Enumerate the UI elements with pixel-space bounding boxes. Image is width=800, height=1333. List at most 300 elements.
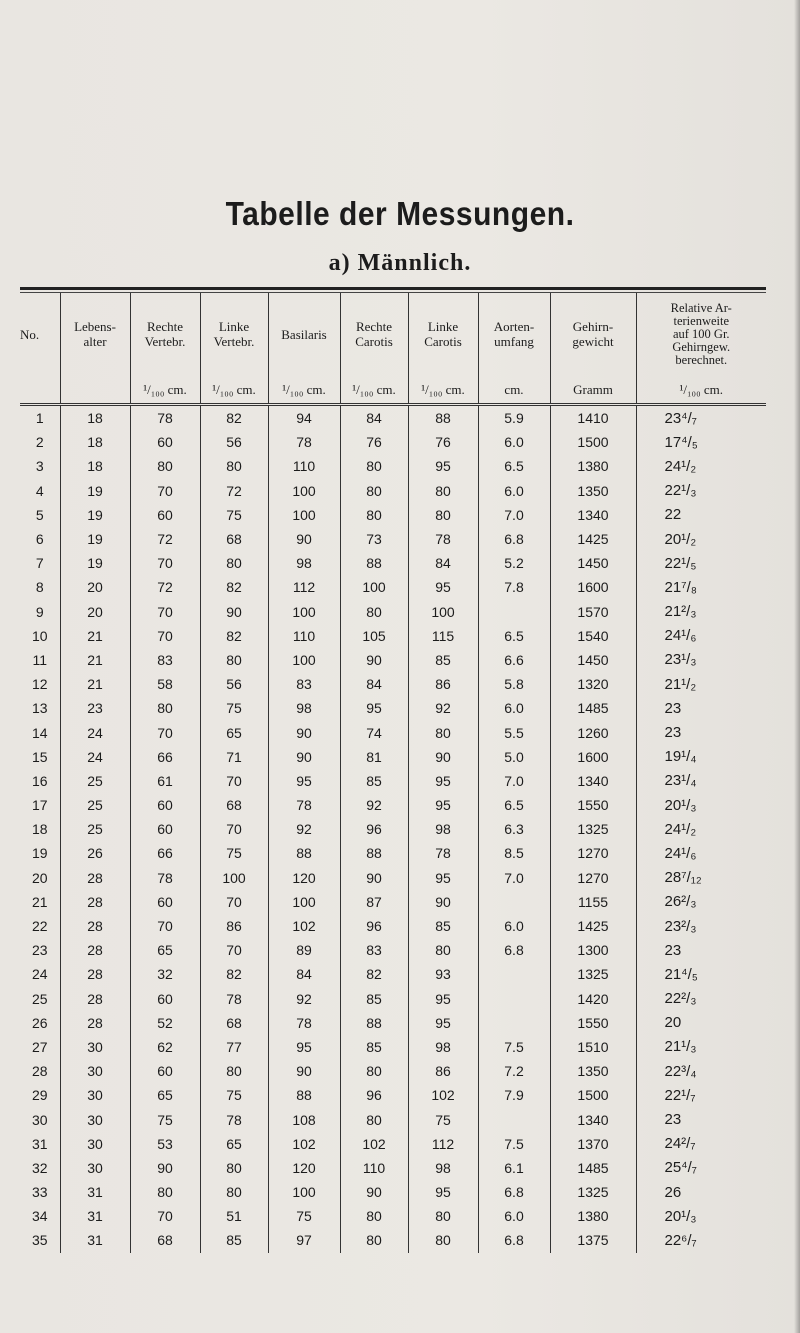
cell-rechte-carotis: 80 — [340, 454, 408, 478]
cell-gehirngewicht: 1570 — [550, 600, 636, 624]
table-row — [20, 1011, 766, 1035]
cell-rechte-carotis: 88 — [340, 841, 408, 865]
cell-no: 34 — [31, 1208, 48, 1225]
header-rechte-carotis: Rechte Carotis — [340, 293, 408, 375]
cell-relative-arterienweite: 20¹/₂ — [636, 527, 766, 551]
cell-linke-vertebr: 80 — [200, 551, 268, 575]
cell-basilaris: 98 — [268, 696, 340, 720]
cell-rechte-carotis: 84 — [340, 672, 408, 696]
cell-gehirngewicht: 1270 — [550, 866, 636, 890]
cell-relative-arterienweite: 21⁴/₅ — [636, 962, 766, 986]
cell-linke-carotis: 84 — [408, 551, 478, 575]
cell-no: 33 — [31, 1184, 48, 1201]
cell-lebensalter: 19 — [60, 551, 130, 575]
cell-aortenumfang: 5.9 — [478, 405, 550, 431]
cell-aortenumfang: 6.5 — [478, 624, 550, 648]
table-row — [20, 696, 766, 720]
cell-gehirngewicht: 1380 — [550, 454, 636, 478]
cell-rechte-carotis: 80 — [340, 1204, 408, 1228]
cell-relative-arterienweite: 23¹/₃ — [636, 648, 766, 672]
cell-rechte-carotis: 83 — [340, 938, 408, 962]
cell-rechte-carotis: 88 — [340, 1011, 408, 1035]
cell-basilaris: 78 — [268, 430, 340, 454]
cell-linke-vertebr: 75 — [200, 696, 268, 720]
cell-aortenumfang: 6.0 — [478, 1204, 550, 1228]
cell-lebensalter: 21 — [60, 672, 130, 696]
cell-linke-vertebr: 80 — [200, 454, 268, 478]
cell-relative-arterienweite: 20 — [636, 1011, 766, 1035]
cell-basilaris: 94 — [268, 405, 340, 431]
cell-relative-arterienweite: 23⁴/₇ — [636, 405, 766, 431]
cell-relative-arterienweite: 22⁶/₇ — [636, 1228, 766, 1252]
cell-linke-vertebr: 70 — [200, 890, 268, 914]
cell-rechte-carotis: 80 — [340, 1107, 408, 1131]
cell-rechte-carotis: 110 — [340, 1156, 408, 1180]
cell-gehirngewicht: 1260 — [550, 720, 636, 744]
cell-rechte-carotis: 90 — [340, 866, 408, 890]
cell-lebensalter: 31 — [60, 1180, 130, 1204]
cell-basilaris: 78 — [268, 1011, 340, 1035]
cell-aortenumfang: 6.8 — [478, 938, 550, 962]
unit-basilaris: ¹/₁₀₀ cm. — [268, 375, 340, 405]
cell-rechte-carotis: 80 — [340, 600, 408, 624]
cell-rechte-carotis: 90 — [340, 1180, 408, 1204]
cell-linke-vertebr: 86 — [200, 914, 268, 938]
cell-aortenumfang: 7.5 — [478, 1132, 550, 1156]
cell-linke-carotis: 112 — [408, 1132, 478, 1156]
cell-gehirngewicht: 1550 — [550, 793, 636, 817]
cell-gehirngewicht: 1425 — [550, 527, 636, 551]
cell-lebensalter: 28 — [60, 987, 130, 1011]
cell-gehirngewicht: 1375 — [550, 1228, 636, 1252]
table-row — [20, 1228, 766, 1252]
table-row — [20, 454, 766, 478]
cell-linke-vertebr: 56 — [200, 672, 268, 696]
cell-linke-vertebr: 80 — [200, 1156, 268, 1180]
cell-rechte-vertebr: 70 — [130, 551, 200, 575]
cell-gehirngewicht: 1155 — [550, 890, 636, 914]
cell-linke-carotis: 95 — [408, 769, 478, 793]
cell-no: 23 — [31, 942, 48, 959]
cell-rechte-vertebr: 60 — [130, 817, 200, 841]
cell-gehirngewicht: 1325 — [550, 1180, 636, 1204]
cell-rechte-carotis: 80 — [340, 479, 408, 503]
cell-linke-carotis: 98 — [408, 817, 478, 841]
cell-relative-arterienweite: 20¹/₃ — [636, 793, 766, 817]
cell-basilaris: 90 — [268, 1059, 340, 1083]
cell-lebensalter: 28 — [60, 938, 130, 962]
cell-lebensalter: 18 — [60, 454, 130, 478]
cell-aortenumfang: 6.3 — [478, 817, 550, 841]
cell-rechte-vertebr: 70 — [130, 624, 200, 648]
cell-aortenumfang: 6.0 — [478, 430, 550, 454]
cell-no: 22 — [31, 918, 48, 935]
cell-lebensalter: 30 — [60, 1107, 130, 1131]
cell-linke-carotis: 80 — [408, 503, 478, 527]
cell-lebensalter: 28 — [60, 962, 130, 986]
cell-rechte-vertebr: 52 — [130, 1011, 200, 1035]
cell-basilaris: 100 — [268, 1180, 340, 1204]
table-body — [20, 405, 766, 1253]
cell-linke-carotis: 95 — [408, 575, 478, 599]
cell-basilaris: 100 — [268, 890, 340, 914]
cell-linke-carotis: 95 — [408, 866, 478, 890]
cell-rechte-carotis: 100 — [340, 575, 408, 599]
table-row — [20, 527, 766, 551]
cell-no: 11 — [32, 651, 48, 668]
table-title: Tabelle der Messungen. — [225, 195, 575, 233]
cell-gehirngewicht: 1340 — [550, 1107, 636, 1131]
cell-no: 17 — [31, 797, 48, 814]
cell-rechte-vertebr: 70 — [130, 479, 200, 503]
cell-linke-vertebr: 72 — [200, 479, 268, 503]
table-row — [20, 745, 766, 769]
cell-rechte-vertebr: 68 — [130, 1228, 200, 1252]
cell-linke-carotis: 95 — [408, 1180, 478, 1204]
table-row — [20, 1132, 766, 1156]
cell-lebensalter: 25 — [60, 817, 130, 841]
cell-rechte-vertebr: 58 — [130, 672, 200, 696]
cell-no: 21 — [31, 893, 48, 910]
table-row — [20, 503, 766, 527]
cell-basilaris: 100 — [268, 479, 340, 503]
cell-lebensalter: 19 — [60, 503, 130, 527]
cell-basilaris: 102 — [268, 914, 340, 938]
cell-gehirngewicht: 1410 — [550, 405, 636, 431]
cell-linke-carotis: 80 — [408, 1204, 478, 1228]
cell-relative-arterienweite: 23 — [636, 938, 766, 962]
cell-rechte-vertebr: 60 — [130, 503, 200, 527]
table-row — [20, 866, 766, 890]
cell-linke-carotis: 78 — [408, 841, 478, 865]
cell-no: 9 — [35, 603, 44, 620]
header-lebensalter: Lebens- alter — [60, 293, 130, 375]
cell-rechte-vertebr: 66 — [130, 841, 200, 865]
cell-aortenumfang: 5.8 — [478, 672, 550, 696]
cell-lebensalter: 26 — [60, 841, 130, 865]
cell-rechte-vertebr: 60 — [130, 987, 200, 1011]
cell-gehirngewicht: 1340 — [550, 769, 636, 793]
table-row — [20, 648, 766, 672]
cell-linke-carotis: 86 — [408, 1059, 478, 1083]
cell-linke-carotis: 95 — [408, 987, 478, 1011]
cell-linke-vertebr: 82 — [200, 405, 268, 431]
cell-no: 19 — [31, 845, 48, 862]
cell-linke-carotis: 80 — [408, 720, 478, 744]
cell-relative-arterienweite: 23 — [636, 720, 766, 744]
cell-basilaris: 98 — [268, 551, 340, 575]
cell-gehirngewicht: 1450 — [550, 551, 636, 575]
cell-linke-carotis: 75 — [408, 1107, 478, 1131]
unit-no — [20, 375, 60, 405]
cell-no: 6 — [35, 531, 44, 548]
cell-linke-carotis: 85 — [408, 914, 478, 938]
cell-gehirngewicht: 1540 — [550, 624, 636, 648]
table-row — [20, 1035, 766, 1059]
cell-linke-vertebr: 68 — [200, 527, 268, 551]
table-row — [20, 841, 766, 865]
cell-basilaris: 100 — [268, 600, 340, 624]
header-basilaris: Basilaris — [268, 293, 340, 375]
cell-no: 28 — [31, 1063, 48, 1080]
table-row — [20, 600, 766, 624]
cell-linke-carotis: 100 — [408, 600, 478, 624]
cell-lebensalter: 30 — [60, 1132, 130, 1156]
cell-relative-arterienweite: 22¹/₅ — [636, 551, 766, 575]
table-row — [20, 962, 766, 986]
cell-no: 25 — [31, 990, 48, 1007]
cell-rechte-vertebr: 72 — [130, 575, 200, 599]
cell-lebensalter: 30 — [60, 1083, 130, 1107]
cell-lebensalter: 19 — [60, 479, 130, 503]
cell-relative-arterienweite: 21²/₃ — [636, 600, 766, 624]
cell-relative-arterienweite: 21¹/₂ — [636, 672, 766, 696]
cell-no: 13 — [31, 700, 48, 717]
table-row — [20, 1059, 766, 1083]
table-row — [20, 1204, 766, 1228]
cell-relative-arterienweite: 23¹/₄ — [636, 769, 766, 793]
cell-rechte-vertebr: 65 — [130, 1083, 200, 1107]
cell-relative-arterienweite: 21⁷/₈ — [636, 575, 766, 599]
cell-no: 26 — [31, 1014, 48, 1031]
cell-gehirngewicht: 1380 — [550, 1204, 636, 1228]
cell-relative-arterienweite: 24¹/₆ — [636, 841, 766, 865]
cell-aortenumfang: 6.0 — [478, 914, 550, 938]
table-row — [20, 405, 766, 431]
cell-rechte-carotis: 82 — [340, 962, 408, 986]
cell-relative-arterienweite: 22¹/₇ — [636, 1083, 766, 1107]
cell-basilaris: 75 — [268, 1204, 340, 1228]
cell-gehirngewicht: 1485 — [550, 1156, 636, 1180]
cell-basilaris: 110 — [268, 624, 340, 648]
cell-basilaris: 90 — [268, 720, 340, 744]
cell-basilaris: 83 — [268, 672, 340, 696]
cell-linke-carotis: 93 — [408, 962, 478, 986]
cell-rechte-vertebr: 65 — [130, 938, 200, 962]
cell-lebensalter: 20 — [60, 600, 130, 624]
cell-basilaris: 102 — [268, 1132, 340, 1156]
cell-rechte-vertebr: 60 — [130, 793, 200, 817]
cell-gehirngewicht: 1450 — [550, 648, 636, 672]
cell-rechte-carotis: 85 — [340, 987, 408, 1011]
cell-aortenumfang: 6.5 — [478, 793, 550, 817]
cell-linke-vertebr: 51 — [200, 1204, 268, 1228]
cell-aortenumfang: 5.0 — [478, 745, 550, 769]
unit-lebensalter — [60, 375, 130, 405]
cell-no: 29 — [31, 1087, 48, 1104]
unit-linke-vertebr: ¹/₁₀₀ cm. — [200, 375, 268, 405]
cell-no: 12 — [31, 676, 48, 693]
table-row — [20, 793, 766, 817]
cell-aortenumfang: 7.9 — [478, 1083, 550, 1107]
cell-lebensalter: 20 — [60, 575, 130, 599]
cell-rechte-carotis: 80 — [340, 1228, 408, 1252]
cell-lebensalter: 25 — [60, 769, 130, 793]
cell-aortenumfang — [478, 962, 550, 986]
cell-relative-arterienweite: 20¹/₃ — [636, 1204, 766, 1228]
cell-rechte-vertebr: 32 — [130, 962, 200, 986]
cell-lebensalter: 30 — [60, 1035, 130, 1059]
cell-rechte-carotis: 96 — [340, 914, 408, 938]
cell-gehirngewicht: 1350 — [550, 1059, 636, 1083]
cell-basilaris: 78 — [268, 793, 340, 817]
cell-no: 2 — [35, 434, 44, 451]
cell-linke-carotis: 88 — [408, 405, 478, 431]
unit-aortenumfang: cm. — [478, 375, 550, 405]
cell-rechte-vertebr: 61 — [130, 769, 200, 793]
cell-relative-arterienweite: 23 — [636, 1107, 766, 1131]
cell-basilaris: 112 — [268, 575, 340, 599]
unit-rechte-vertebr: ¹/₁₀₀ cm. — [130, 375, 200, 405]
cell-aortenumfang: 7.5 — [478, 1035, 550, 1059]
cell-aortenumfang: 7.8 — [478, 575, 550, 599]
header-linke-vertebr: Linke Vertebr. — [200, 293, 268, 375]
cell-linke-carotis: 86 — [408, 672, 478, 696]
cell-lebensalter: 25 — [60, 793, 130, 817]
cell-linke-vertebr: 71 — [200, 745, 268, 769]
cell-aortenumfang — [478, 987, 550, 1011]
cell-linke-vertebr: 65 — [200, 1132, 268, 1156]
cell-linke-carotis: 76 — [408, 430, 478, 454]
cell-linke-vertebr: 75 — [200, 1083, 268, 1107]
cell-gehirngewicht: 1370 — [550, 1132, 636, 1156]
cell-linke-carotis: 102 — [408, 1083, 478, 1107]
cell-aortenumfang — [478, 600, 550, 624]
cell-no: 31 — [31, 1135, 48, 1152]
cell-no: 8 — [35, 579, 44, 596]
cell-relative-arterienweite: 22³/₄ — [636, 1059, 766, 1083]
cell-basilaris: 88 — [268, 841, 340, 865]
cell-linke-vertebr: 82 — [200, 962, 268, 986]
cell-no: 15 — [31, 748, 48, 765]
cell-relative-arterienweite: 26²/₃ — [636, 890, 766, 914]
cell-aortenumfang: 5.5 — [478, 720, 550, 744]
cell-lebensalter: 18 — [60, 405, 130, 431]
cell-rechte-carotis: 105 — [340, 624, 408, 648]
cell-gehirngewicht: 1325 — [550, 817, 636, 841]
cell-rechte-carotis: 80 — [340, 503, 408, 527]
cell-linke-vertebr: 100 — [200, 866, 268, 890]
cell-lebensalter: 28 — [60, 890, 130, 914]
table-row — [20, 479, 766, 503]
table-row — [20, 1083, 766, 1107]
cell-gehirngewicht: 1600 — [550, 745, 636, 769]
cell-aortenumfang: 7.2 — [478, 1059, 550, 1083]
cell-lebensalter: 30 — [60, 1059, 130, 1083]
cell-rechte-carotis: 85 — [340, 769, 408, 793]
cell-aortenumfang: 8.5 — [478, 841, 550, 865]
cell-linke-carotis: 90 — [408, 890, 478, 914]
cell-relative-arterienweite: 23 — [636, 696, 766, 720]
cell-linke-vertebr: 82 — [200, 624, 268, 648]
cell-linke-carotis: 78 — [408, 527, 478, 551]
cell-gehirngewicht: 1425 — [550, 914, 636, 938]
cell-linke-vertebr: 82 — [200, 575, 268, 599]
cell-rechte-vertebr: 78 — [130, 405, 200, 431]
cell-basilaris: 108 — [268, 1107, 340, 1131]
cell-gehirngewicht: 1500 — [550, 1083, 636, 1107]
cell-rechte-vertebr: 70 — [130, 1204, 200, 1228]
cell-no: 1 — [35, 410, 44, 427]
cell-relative-arterienweite: 28⁷/₁₂ — [636, 866, 766, 890]
cell-no: 35 — [31, 1232, 48, 1249]
cell-basilaris: 100 — [268, 648, 340, 672]
cell-no: 14 — [31, 724, 48, 741]
cell-gehirngewicht: 1325 — [550, 962, 636, 986]
cell-basilaris: 120 — [268, 1156, 340, 1180]
cell-no: 24 — [31, 966, 48, 983]
cell-rechte-vertebr: 80 — [130, 1180, 200, 1204]
cell-no: 3 — [35, 458, 44, 475]
cell-linke-carotis: 98 — [408, 1156, 478, 1180]
table-row — [20, 817, 766, 841]
cell-lebensalter: 24 — [60, 720, 130, 744]
cell-rechte-carotis: 96 — [340, 817, 408, 841]
cell-aortenumfang: 6.8 — [478, 1180, 550, 1204]
cell-no: 20 — [31, 869, 48, 886]
cell-basilaris: 95 — [268, 769, 340, 793]
cell-gehirngewicht: 1600 — [550, 575, 636, 599]
cell-lebensalter: 23 — [60, 696, 130, 720]
cell-rechte-carotis: 102 — [340, 1132, 408, 1156]
cell-gehirngewicht: 1340 — [550, 503, 636, 527]
cell-rechte-carotis: 87 — [340, 890, 408, 914]
cell-gehirngewicht: 1550 — [550, 1011, 636, 1035]
cell-aortenumfang: 6.0 — [478, 479, 550, 503]
cell-aortenumfang: 6.5 — [478, 454, 550, 478]
cell-linke-carotis: 80 — [408, 938, 478, 962]
cell-linke-vertebr: 77 — [200, 1035, 268, 1059]
cell-rechte-vertebr: 75 — [130, 1107, 200, 1131]
cell-linke-carotis: 98 — [408, 1035, 478, 1059]
cell-linke-vertebr: 80 — [200, 1180, 268, 1204]
cell-lebensalter: 18 — [60, 430, 130, 454]
cell-relative-arterienweite: 22¹/₃ — [636, 479, 766, 503]
cell-rechte-carotis: 85 — [340, 1035, 408, 1059]
header-relative-arterienweite: Relative Ar- terienweite auf 100 Gr. Gehirngew. berechnet. — [636, 293, 766, 375]
unit-rechte-carotis: ¹/₁₀₀ cm. — [340, 375, 408, 405]
cell-aortenumfang: 6.8 — [478, 527, 550, 551]
cell-linke-carotis: 90 — [408, 745, 478, 769]
cell-aortenumfang: 5.2 — [478, 551, 550, 575]
unit-linke-carotis: ¹/₁₀₀ cm. — [408, 375, 478, 405]
cell-lebensalter: 28 — [60, 866, 130, 890]
cell-gehirngewicht: 1300 — [550, 938, 636, 962]
cell-basilaris: 100 — [268, 503, 340, 527]
cell-linke-vertebr: 90 — [200, 600, 268, 624]
measurements-table — [20, 293, 766, 1253]
cell-rechte-vertebr: 66 — [130, 745, 200, 769]
cell-basilaris: 120 — [268, 866, 340, 890]
cell-basilaris: 97 — [268, 1228, 340, 1252]
unit-row — [20, 375, 766, 405]
cell-gehirngewicht: 1500 — [550, 430, 636, 454]
cell-no: 7 — [35, 555, 44, 572]
cell-gehirngewicht: 1320 — [550, 672, 636, 696]
cell-aortenumfang — [478, 1107, 550, 1131]
cell-basilaris: 89 — [268, 938, 340, 962]
cell-rechte-vertebr: 83 — [130, 648, 200, 672]
cell-rechte-vertebr: 60 — [130, 430, 200, 454]
cell-rechte-carotis: 73 — [340, 527, 408, 551]
cell-linke-vertebr: 70 — [200, 769, 268, 793]
cell-aortenumfang — [478, 1011, 550, 1035]
cell-rechte-vertebr: 70 — [130, 914, 200, 938]
header-no: No. — [20, 326, 40, 342]
cell-relative-arterienweite: 22²/₃ — [636, 987, 766, 1011]
cell-linke-carotis: 92 — [408, 696, 478, 720]
cell-rechte-carotis: 96 — [340, 1083, 408, 1107]
